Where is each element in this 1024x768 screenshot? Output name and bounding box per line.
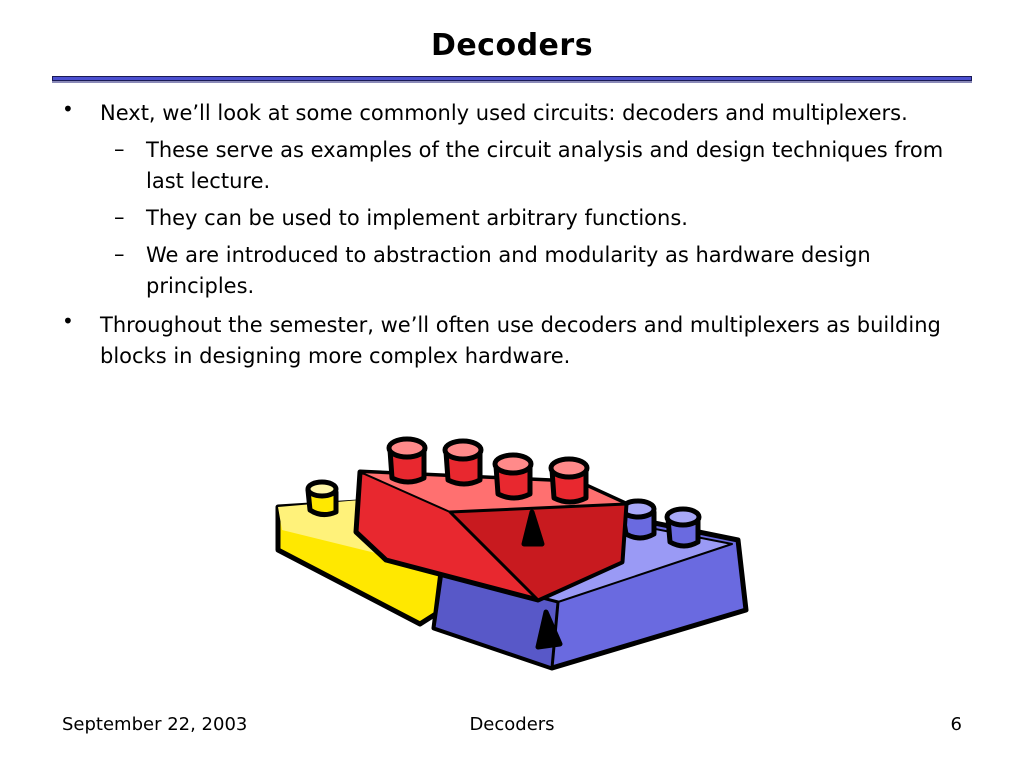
sub-bullet-item	[100, 135, 960, 197]
title-rule	[52, 76, 972, 81]
bullet-marker: •	[62, 97, 74, 121]
building-bricks-icon	[270, 432, 760, 677]
page-number: 6	[950, 714, 962, 735]
bullet-text: Throughout the semester, we’ll often use decoders and multiplexers as building blocks in designing more complex hardware.	[100, 313, 941, 368]
bullet-list	[60, 98, 960, 380]
slide-title: Decoders	[430, 28, 594, 63]
bullet-marker: •	[62, 309, 74, 333]
sub-bullet-list	[100, 135, 960, 302]
bullet-text: Next, we’ll look at some commonly used circuits: decoders and multiplexers.	[100, 101, 908, 125]
sub-bullet-item	[100, 203, 960, 234]
footer-date: September 22, 2003	[62, 714, 248, 735]
sub-bullet-text: They can be used to implement arbitrary functions.	[146, 206, 688, 230]
dash-marker: –	[114, 242, 125, 266]
sub-bullet-text: We are introduced to abstraction and modularity as hardware design principles.	[146, 243, 871, 298]
footer-title: Decoders	[469, 714, 555, 735]
bullet-item	[60, 310, 960, 372]
dash-marker: –	[114, 205, 125, 229]
bullet-item	[60, 98, 960, 302]
sub-bullet-item	[100, 240, 960, 302]
sub-bullet-text: These serve as examples of the circuit analysis and design techniques from last lecture.	[146, 138, 944, 193]
dash-marker: –	[114, 137, 125, 161]
